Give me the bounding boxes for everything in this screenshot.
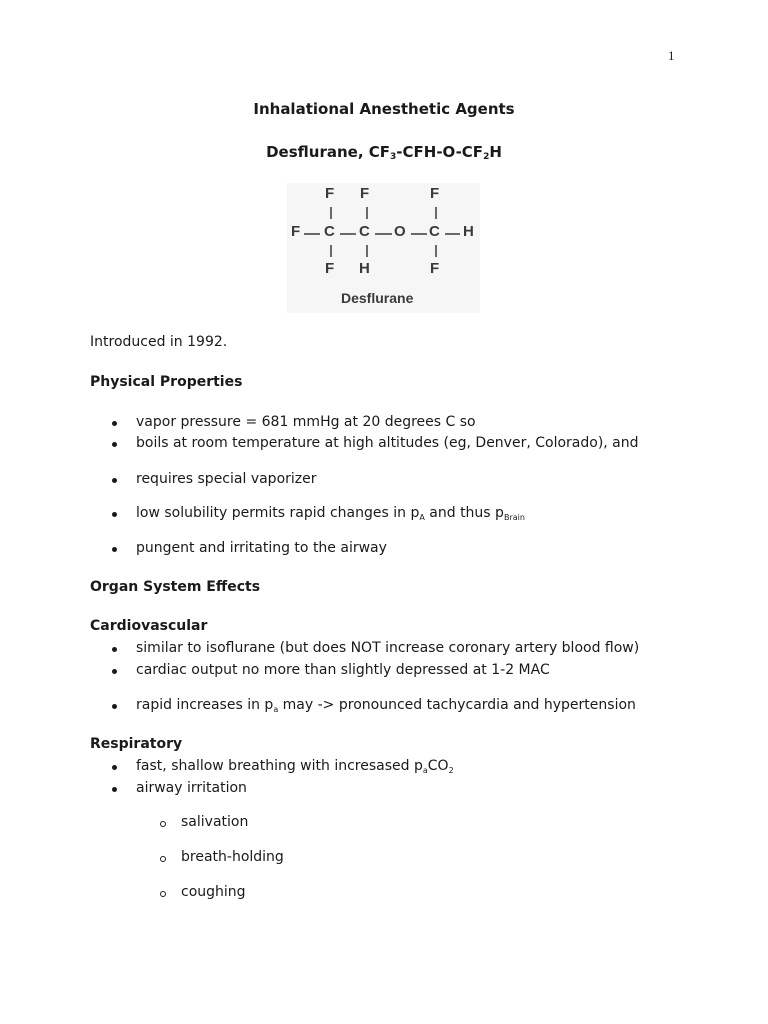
atom-f-left: F	[291, 223, 301, 240]
physical-item-5: pungent and irritating to the airway	[136, 540, 387, 556]
bond-h-5	[445, 233, 460, 235]
atom-o: O	[394, 223, 406, 240]
intro-text: Introduced in 1992.	[90, 334, 228, 350]
formula-prefix: Desflurane, CF	[266, 143, 391, 161]
heading-physical-properties: Physical Properties	[90, 374, 243, 390]
cardio-item-2: cardiac output no more than slightly depressed at 1-2 MAC	[136, 662, 550, 678]
heading-cardiovascular: Cardiovascular	[90, 618, 208, 634]
physical-item-4-mid: and thus p	[424, 505, 504, 521]
cardio-item-3-text: rapid increases in p	[136, 697, 274, 713]
bond-v-bottom-3	[435, 245, 437, 257]
resp-subitem-salivation: salivation	[181, 814, 249, 830]
resp-item-1	[136, 758, 454, 775]
cardio-item-3	[136, 697, 636, 714]
formula-suffix: H	[489, 143, 502, 161]
atom-c-3: C	[429, 223, 440, 240]
cardio-item-3-rest: may -> pronounced tachycardia and hypertension	[278, 697, 636, 713]
resp-subitem-breath-holding: breath-holding	[181, 849, 284, 865]
resp-item-2: airway irritation	[136, 780, 247, 796]
cardio-item-3-sub: a	[273, 705, 279, 714]
chemical-formula	[0, 143, 768, 162]
atom-f-top-1: F	[325, 185, 335, 202]
resp-item-1-text: fast, shallow breathing with incresased p	[136, 758, 423, 774]
physical-item-2: boils at room temperature at high altitudes (eg, Denver, Colorado), and	[136, 435, 639, 451]
atom-h-bottom: H	[359, 260, 370, 277]
bond-v-bottom-2	[366, 245, 368, 257]
physical-item-1: vapor pressure = 681 mmHg at 20 degrees C so	[136, 414, 476, 430]
bond-h-3	[375, 233, 392, 235]
formula-mid: -CFH-O-CF	[396, 143, 484, 161]
resp-subitem-coughing: coughing	[181, 884, 246, 900]
bond-v-top-1	[330, 207, 332, 219]
atom-c-1: C	[324, 223, 335, 240]
physical-item-3: requires special vaporizer	[136, 471, 317, 487]
formula-sub-1: 3	[390, 152, 397, 162]
structure-label: Desflurane	[341, 290, 414, 306]
resp-item-1-sub-2: 2	[448, 766, 454, 775]
heading-respiratory: Respiratory	[90, 736, 183, 752]
physical-item-4	[136, 505, 525, 522]
bond-v-top-3	[435, 207, 437, 219]
bond-h-4	[411, 233, 427, 235]
bond-v-top-2	[366, 207, 368, 219]
heading-organ-system-effects: Organ System Effects	[90, 579, 261, 595]
formula-sub-2: 2	[483, 152, 490, 162]
atom-f-top-2: F	[360, 185, 370, 202]
physical-item-4-sub-brain: Brain	[503, 513, 525, 522]
atom-c-2: C	[359, 223, 370, 240]
bond-v-bottom-1	[330, 245, 332, 257]
physical-item-4-sub-a: A	[419, 513, 425, 522]
physical-item-4-text: low solubility permits rapid changes in p	[136, 505, 420, 521]
atom-h-right: H	[463, 223, 474, 240]
atom-f-top-3: F	[430, 185, 440, 202]
atom-f-bottom-3: F	[430, 260, 440, 277]
desflurane-structure-diagram	[287, 183, 480, 313]
resp-item-1-mid: CO	[427, 758, 449, 774]
page-number: 1	[668, 48, 675, 63]
resp-item-1-sub-a: a	[422, 766, 428, 775]
bond-h-2	[340, 233, 356, 235]
cardio-item-1: similar to isoflurane (but does NOT increase coronary artery blood flow)	[136, 640, 640, 656]
bond-h-1	[304, 233, 320, 235]
page-title: Inhalational Anesthetic Agents	[253, 100, 515, 118]
atom-f-bottom-1: F	[325, 260, 335, 277]
